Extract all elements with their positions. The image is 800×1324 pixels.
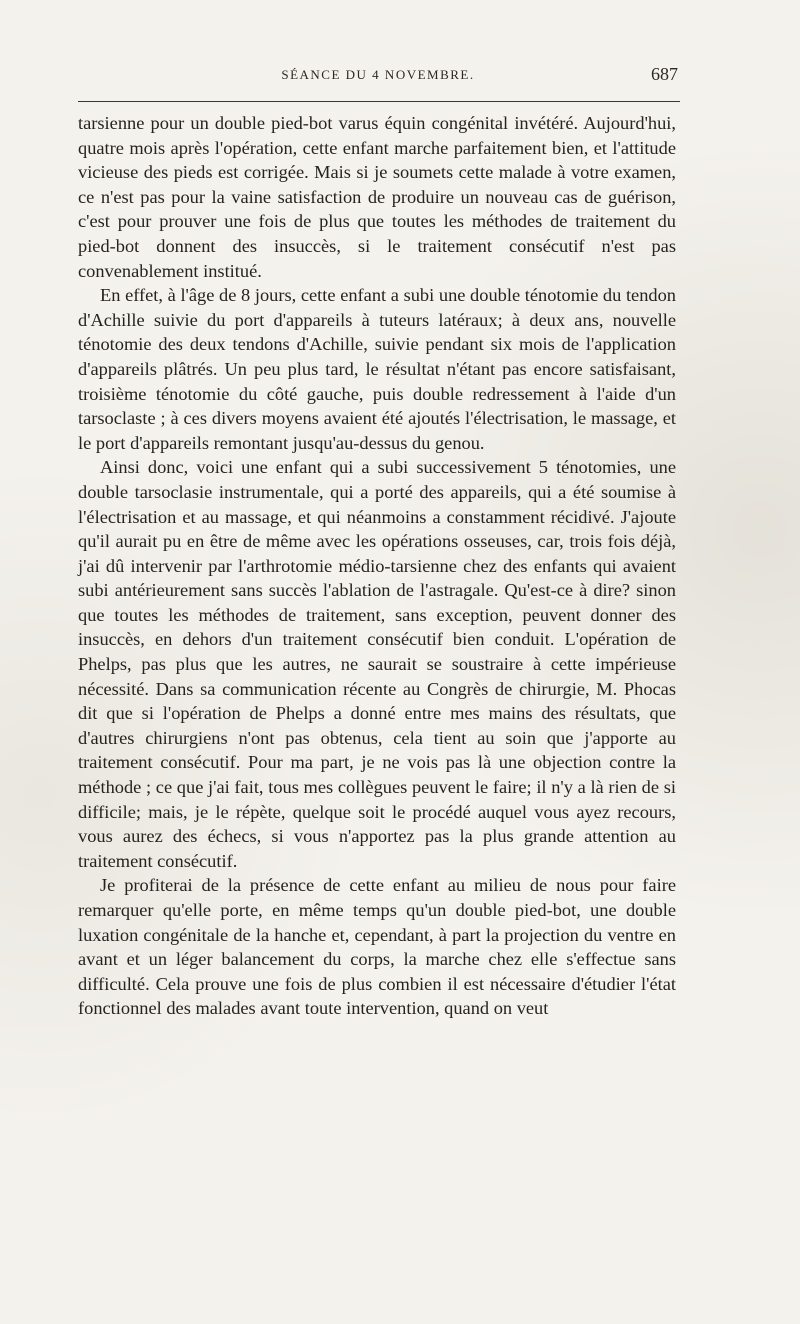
page-header <box>78 64 678 86</box>
page-number: 687 <box>651 64 678 84</box>
running-head: SÉANCE DU 4 NOVEMBRE. <box>281 67 475 82</box>
paragraph-1: tarsienne pour un double pied-bot varus équin congénital invétéré. Aujourd'hui, quatre mois après l'opération, cette enfant marche parfaitement bien, et l'attitude vicieuse des pieds est corrigée. Mais si je soumets cette malade à votre examen, ce n'est pas pour la vaine satisfaction de produire un nouveau cas de guérison, c'est pour prouver une fois de plus que toutes les méthodes de traitement du pied-bot donnent des insuccès, si le traitement consécutif n'est pas convenablement institué. <box>78 113 676 281</box>
paragraph-3: Ainsi donc, voici une enfant qui a subi successivement 5 ténotomies, une double tarsoclasie instrumentale, qui a porté des appareils, qui a été soumise à l'électrisation et au massage, et qui néanmoins a constamment récidivé. J'ajoute qu'il aurait pu en être de même avec les opérations osseuses, car, trois fois déjà, j'ai dû intervenir par l'arthrotomie médio-tarsienne chez des enfants qui avaient subi antérieurement sans succès l'ablation de l'astragale. Qu'est-ce à dire? sinon que toutes les méthodes de traitement, sans exception, peuvent donner des insuccès, en dehors d'un traitement consécutif bien conduit. L'opération de Phelps, pas plus que les autres, ne saurait se soustraire à cette impérieuse nécessité. Dans sa communication récente au Congrès de chirurgie, M. Phocas dit que si l'opération de Phelps a donné entre mes mains des résultats, que d'autres chirurgiens n'ont pas obtenus, cela tient au soin que j'apporte au traitement consécutif. Pour ma part, je ne vois pas là une objection contre la méthode ; ce que j'ai fait, tous mes collègues peuvent le faire; il n'y a là rien de si difficile; mais, je le répète, quelque soit le procédé auquel vous ayez recours, vous aurez des échecs, si vous n'apportez pas la plus grande attention au traitement consécutif. <box>78 457 676 871</box>
paragraph-2: En effet, à l'âge de 8 jours, cette enfant a subi une double ténotomie du tendon d'Achille suivie du port d'appareils à tuteurs latéraux; à deux ans, nouvelle ténotomie des deux tendons d'Achille, suivie pendant six mois de l'application d'appareils plâtrés. Un peu plus tard, le résultat n'étant pas encore satisfaisant, troisième ténotomie du côté gauche, puis double redressement à l'aide d'un tarsoclaste ; à ces divers moyens avaient été ajoutés l'électrisation, le massage, et le port d'appareils remontant jusqu'au-dessus du genou. <box>78 285 676 453</box>
body-text <box>78 111 676 1021</box>
header-rule <box>78 101 680 102</box>
paragraph-4: Je profiterai de la présence de cette enfant au milieu de nous pour faire remarquer qu'elle porte, en même temps qu'un double pied-bot, une double luxation congénitale de la hanche et, cependant, à part la projection du ventre en avant et un léger balancement du corps, la marche chez elle s'effectue sans difficulté. Cela prouve une fois de plus combien il est nécessaire d'étudier l'état fonctionnel des malades avant toute intervention, quand on veut <box>78 875 676 1019</box>
